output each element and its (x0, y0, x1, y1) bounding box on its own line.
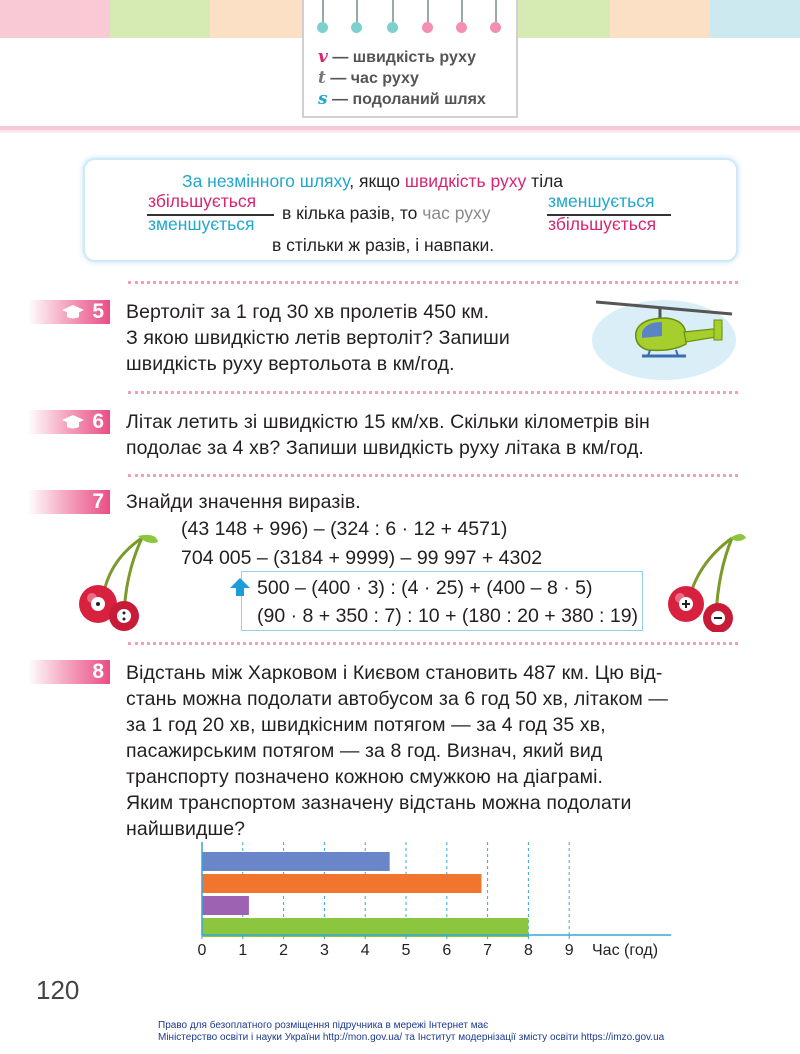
ring (322, 0, 324, 22)
task-6-tab (28, 410, 110, 434)
chart-tick-label: 2 (279, 942, 289, 959)
task-7-expression-1: (43 148 + 996) – (324 : 6 · 12 + 4571) (181, 518, 508, 540)
chart-tick-label: 1 (238, 942, 248, 959)
task-5-line-2: З якою швидкістю летів вертоліт? Запиши (126, 327, 510, 349)
separator (128, 474, 738, 477)
task-7-tab (28, 490, 110, 514)
rule-several-times: в кілька разів, то (282, 203, 423, 223)
legend-t-symbol: t (318, 68, 326, 88)
chart-tick-label: 6 (442, 942, 452, 959)
rule-if: , якщо (349, 171, 405, 191)
legend-t-text: — час руху (330, 70, 419, 87)
chart-bar-1 (202, 852, 390, 871)
task-8-line-4: пасажирським потягом — за 8 год. Визнач, який вид (126, 740, 603, 762)
chart-bar-4 (202, 918, 528, 937)
task-7-expression-4: (90 · 8 + 350 : 7) : 10 + (180 : 20 + 380 : 19) (257, 605, 639, 627)
rule-body: тіла (526, 171, 564, 191)
task-7-expression-3: 500 – (400 · 3) : (4 · 25) + (400 – 8 · 5) (257, 577, 593, 599)
chart-tick-label: 9 (564, 942, 574, 959)
rule-constant-path: За незмінного шляху (182, 171, 350, 191)
up-arrow-icon (229, 577, 251, 597)
helicopter-tail-fin (714, 320, 722, 340)
header-stripe-5 (610, 0, 710, 38)
separator (128, 642, 738, 645)
separator (128, 391, 738, 394)
header-band-light (0, 130, 800, 133)
task-8-line-1: Відстань між Харковом і Києвом становить 487 км. Цю від- (126, 662, 663, 684)
chart-tick-label: 8 (523, 942, 533, 959)
task-8-tab (28, 660, 110, 684)
bead (317, 22, 328, 33)
rule-fraction-1-top: збільшується (148, 191, 257, 211)
chart-tick-label: 3 (319, 942, 329, 959)
ring (356, 0, 358, 22)
legend-v-text: — швидкість руху (332, 49, 477, 66)
task-5-line-3: швидкість руху вертольота в км/год. (126, 353, 455, 375)
task-8-number: 8 (92, 660, 104, 683)
rule-line-3: в стільки ж разів, і навпаки. (272, 235, 495, 255)
task-5-number: 5 (92, 300, 104, 323)
helicopter-illustration (582, 292, 742, 384)
task-8-line-7: найшвидше? (126, 818, 246, 840)
legend-time (318, 68, 419, 88)
task-8-line-6: Яким транспортом зазначену відстань можна подолати (126, 792, 632, 814)
bead (422, 22, 433, 33)
rule-fraction-2-bottom: збільшується (548, 214, 657, 234)
rule-fraction-1-bottom: зменшується (148, 214, 255, 234)
legend-velocity (318, 47, 476, 67)
task-6-number: 6 (92, 410, 104, 433)
rule-line-1 (182, 171, 563, 192)
task-6-line-2: подолає за 4 хв? Запиши швидкість руху літака в км/год. (126, 437, 644, 459)
chart-tick-label: 0 (197, 942, 207, 959)
task-5-line-1: Вертоліт за 1 год 30 хв пролетів 450 км. (126, 301, 490, 323)
chart-x-label: Час (год) (592, 942, 659, 959)
chart-tick-label: 7 (483, 942, 493, 959)
footer-line-1: Право для безоплатного розміщення підручника в мережі Інтернет має (158, 1020, 489, 1031)
task-8-line-2: стань можна подолати автобусом за 6 год 50 хв, літаком — (126, 688, 669, 710)
rule-time: час руху (422, 203, 491, 223)
bead (387, 22, 398, 33)
footer-line-2: Міністерство освіти і науки України http://mon.gov.ua/ та Інститут модернізації змісту освіти https://imzo.gov.ua (158, 1032, 665, 1043)
bead (456, 22, 467, 33)
bead (490, 22, 501, 33)
ring (495, 0, 497, 22)
task-7-title: Знайди значення виразів. (126, 491, 361, 513)
task-8-line-5: транспорту позначено кожною смужкою на діаграмі. (126, 766, 604, 788)
page-number: 120 (36, 975, 80, 1005)
cherries-right-illustration (660, 532, 750, 632)
ring (392, 0, 394, 22)
header-stripe-2 (110, 0, 210, 38)
separator (128, 281, 738, 284)
ring (427, 0, 429, 22)
legend-s-text: — подоланий шлях (332, 91, 486, 108)
chart-bar-2 (202, 874, 481, 893)
legend-distance (318, 89, 486, 109)
legend-v-symbol: v (318, 47, 328, 67)
graduation-cap-icon (62, 414, 84, 430)
task-7-number: 7 (92, 490, 104, 513)
task-7-expression-2: 704 005 – (3184 + 9999) – 99 997 + 4302 (181, 547, 543, 569)
header-stripe-6 (710, 0, 800, 38)
task-6-line-1: Літак летить зі швидкістю 15 км/хв. Скільки кілометрів він (126, 411, 650, 433)
graduation-cap-icon (62, 304, 84, 320)
cherries-left-illustration (72, 532, 162, 632)
rule-fraction-2-top: зменшується (548, 191, 655, 211)
chart-tick-label: 5 (401, 942, 411, 959)
header-stripe-4 (518, 0, 610, 38)
legend-card (302, 0, 518, 118)
chart-bar-3 (202, 896, 249, 915)
rule-line-2-middle (282, 203, 491, 224)
task-8-line-3: за 1 год 20 хв, швидкісним потягом — за 4 год 35 хв, (126, 714, 606, 736)
bead (351, 22, 362, 33)
header-stripe-1 (0, 0, 110, 38)
header-stripe-3 (210, 0, 302, 38)
ring (461, 0, 463, 22)
legend-s-symbol: s (318, 89, 328, 109)
chart-tick-label: 4 (360, 942, 370, 959)
rule-speed: швидкість руху (404, 171, 527, 191)
task-5-tab (28, 300, 110, 324)
